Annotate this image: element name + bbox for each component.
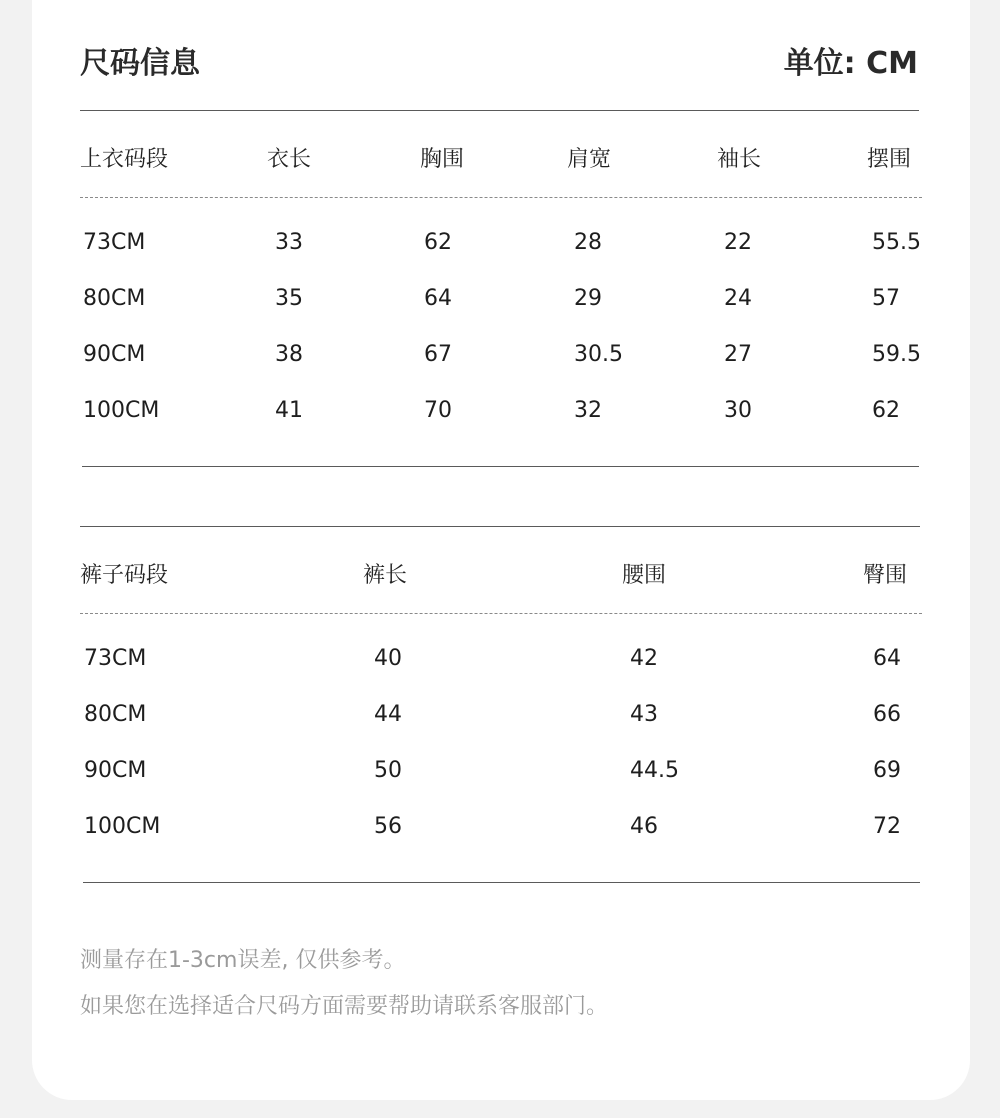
value-cell: 64 [424, 286, 452, 311]
value-cell: 50 [374, 758, 402, 783]
value-cell: 59.5 [872, 342, 921, 367]
value-cell: 56 [374, 814, 402, 839]
value-cell: 44.5 [630, 758, 679, 783]
value-cell: 33 [275, 230, 303, 255]
title-divider [80, 110, 919, 111]
value-cell: 42 [630, 646, 658, 671]
measurement-error-note: 测量存在1-3cm误差, 仅供参考。 [80, 948, 406, 973]
value-cell: 38 [275, 342, 303, 367]
unit-label: 单位: CM [783, 46, 918, 81]
value-cell: 28 [574, 230, 602, 255]
help-note: 如果您在选择适合尺码方面需要帮助请联系客服部门。 [80, 994, 609, 1019]
size-cell: 80CM [83, 286, 146, 311]
size-cell: 80CM [84, 702, 147, 727]
tops-header-cell: 袖长 [717, 147, 762, 172]
size-cell: 90CM [83, 342, 146, 367]
value-cell: 30 [724, 398, 752, 423]
pants-table-top-divider [80, 526, 920, 527]
pants-header-cell: 腰围 [622, 563, 667, 588]
tops-header-divider [80, 197, 922, 198]
value-cell: 43 [630, 702, 658, 727]
value-cell: 55.5 [872, 230, 921, 255]
value-cell: 35 [275, 286, 303, 311]
value-cell: 62 [424, 230, 452, 255]
value-cell: 27 [724, 342, 752, 367]
tops-table-bottom-divider [82, 466, 919, 467]
value-cell: 30.5 [574, 342, 623, 367]
pants-header-cell: 裤长 [363, 563, 408, 588]
value-cell: 66 [873, 702, 901, 727]
value-cell: 69 [873, 758, 901, 783]
tops-header-cell: 上衣码段 [80, 147, 169, 172]
value-cell: 46 [630, 814, 658, 839]
value-cell: 32 [574, 398, 602, 423]
pants-header-divider [80, 613, 922, 614]
tops-header-cell: 衣长 [267, 147, 312, 172]
value-cell: 41 [275, 398, 303, 423]
size-cell: 100CM [83, 398, 160, 423]
size-cell: 100CM [84, 814, 161, 839]
size-cell: 90CM [84, 758, 147, 783]
tops-header-cell: 摆围 [867, 147, 912, 172]
pants-header-cell: 臀围 [863, 563, 908, 588]
value-cell: 29 [574, 286, 602, 311]
value-cell: 44 [374, 702, 402, 727]
value-cell: 70 [424, 398, 452, 423]
pants-table-bottom-divider [83, 882, 920, 883]
value-cell: 57 [872, 286, 900, 311]
pants-header-cell: 裤子码段 [80, 563, 169, 588]
value-cell: 62 [872, 398, 900, 423]
value-cell: 40 [374, 646, 402, 671]
value-cell: 72 [873, 814, 901, 839]
tops-header-cell: 肩宽 [567, 147, 612, 172]
tops-header-cell: 胸围 [420, 147, 465, 172]
size-cell: 73CM [84, 646, 147, 671]
value-cell: 64 [873, 646, 901, 671]
value-cell: 22 [724, 230, 752, 255]
value-cell: 24 [724, 286, 752, 311]
value-cell: 67 [424, 342, 452, 367]
size-cell: 73CM [83, 230, 146, 255]
page-title: 尺码信息 [80, 46, 200, 81]
size-info-card [32, 0, 970, 1100]
